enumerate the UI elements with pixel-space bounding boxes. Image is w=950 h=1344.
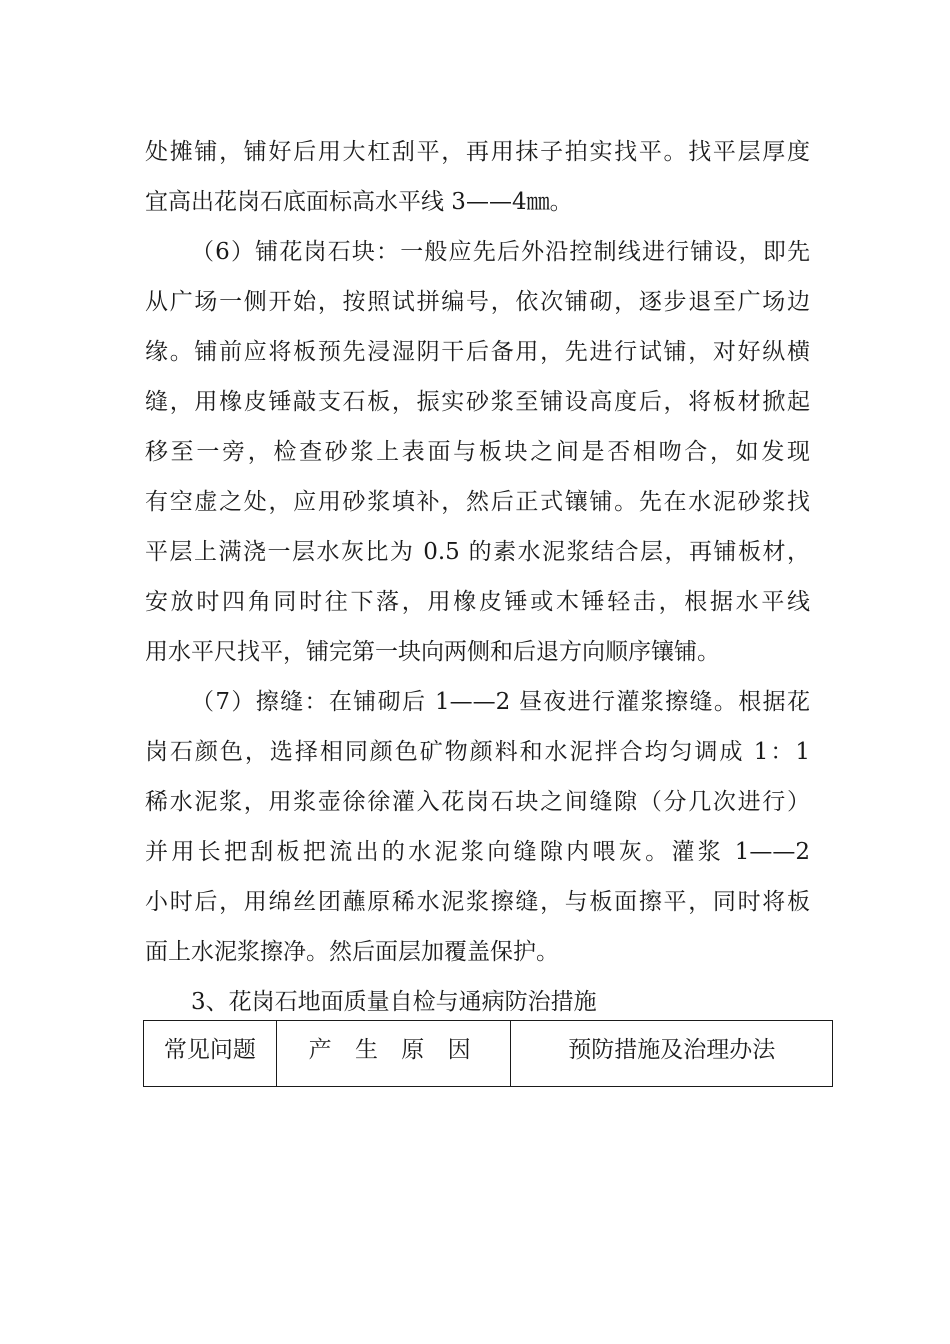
text-line: 用水平尺找平，铺完第一块向两侧和后退方向顺序镶铺。 bbox=[145, 639, 720, 665]
text-line: 移至一旁，检查砂浆上表面与板块之间是否相吻合，如发现 bbox=[145, 439, 810, 465]
text-line: 平层上满浇一层水灰比为 0.5 的素水泥浆结合层，再铺板材， bbox=[145, 539, 810, 565]
section-heading: 3、花岗石地面质量自检与通病防治措施 bbox=[191, 989, 597, 1015]
text-line: 稀水泥浆，用浆壶徐徐灌入花岗石块之间缝隙（分几次进行） bbox=[145, 789, 810, 815]
quality-table bbox=[143, 1020, 833, 1087]
text-line: 有空虚之处，应用砂浆填补，然后正式镶铺。先在水泥砂浆找 bbox=[145, 489, 810, 515]
table-header-causes: 产 生 原 因 bbox=[276, 1021, 511, 1087]
text-line: 安放时四角同时往下落，用橡皮锤或木锤轻击，根据水平线 bbox=[145, 589, 810, 615]
text-line: 小时后，用绵丝团蘸原稀水泥浆擦缝，与板面擦平，同时将板 bbox=[145, 889, 810, 915]
text-line: 处摊铺，铺好后用大杠刮平，再用抹子拍实找平。找平层厚度 bbox=[145, 139, 810, 165]
document-body bbox=[145, 127, 810, 1027]
text-line: 从广场一侧开始，按照试拼编号，依次铺砌，逐步退至广场边 bbox=[145, 289, 810, 315]
text-line: 宜高出花岗石底面标高水平线 3——4㎜。 bbox=[145, 189, 573, 215]
text-line: 缘。铺前应将板预先浸湿阴干后备用，先进行试铺，对好纵横 bbox=[145, 339, 810, 365]
table-header-common-problems: 常见问题 bbox=[144, 1021, 277, 1087]
table-header-prevention: 预防措施及治理办法 bbox=[511, 1021, 833, 1087]
text-line: 岗石颜色，选择相同颜色矿物颜料和水泥拌合均匀调成 1：1 bbox=[145, 739, 810, 765]
table-header-row bbox=[144, 1021, 833, 1087]
text-line: 缝，用橡皮锤敲支石板，振实砂浆至铺设高度后，将板材掀起 bbox=[145, 389, 810, 415]
paragraph-step-7 bbox=[145, 677, 810, 977]
text-line: （6）铺花岗石块：一般应先后外沿控制线进行铺设，即先 bbox=[191, 239, 810, 265]
paragraph-step-6 bbox=[145, 227, 810, 677]
text-line: 并用长把刮板把流出的水泥浆向缝隙内喂灰。灌浆 1——2 bbox=[145, 839, 810, 865]
text-line: （7）擦缝：在铺砌后 1——2 昼夜进行灌浆擦缝。根据花 bbox=[191, 689, 810, 715]
text-line: 面上水泥浆擦净。然后面层加覆盖保护。 bbox=[145, 939, 559, 965]
paragraph-continuation bbox=[145, 127, 810, 227]
